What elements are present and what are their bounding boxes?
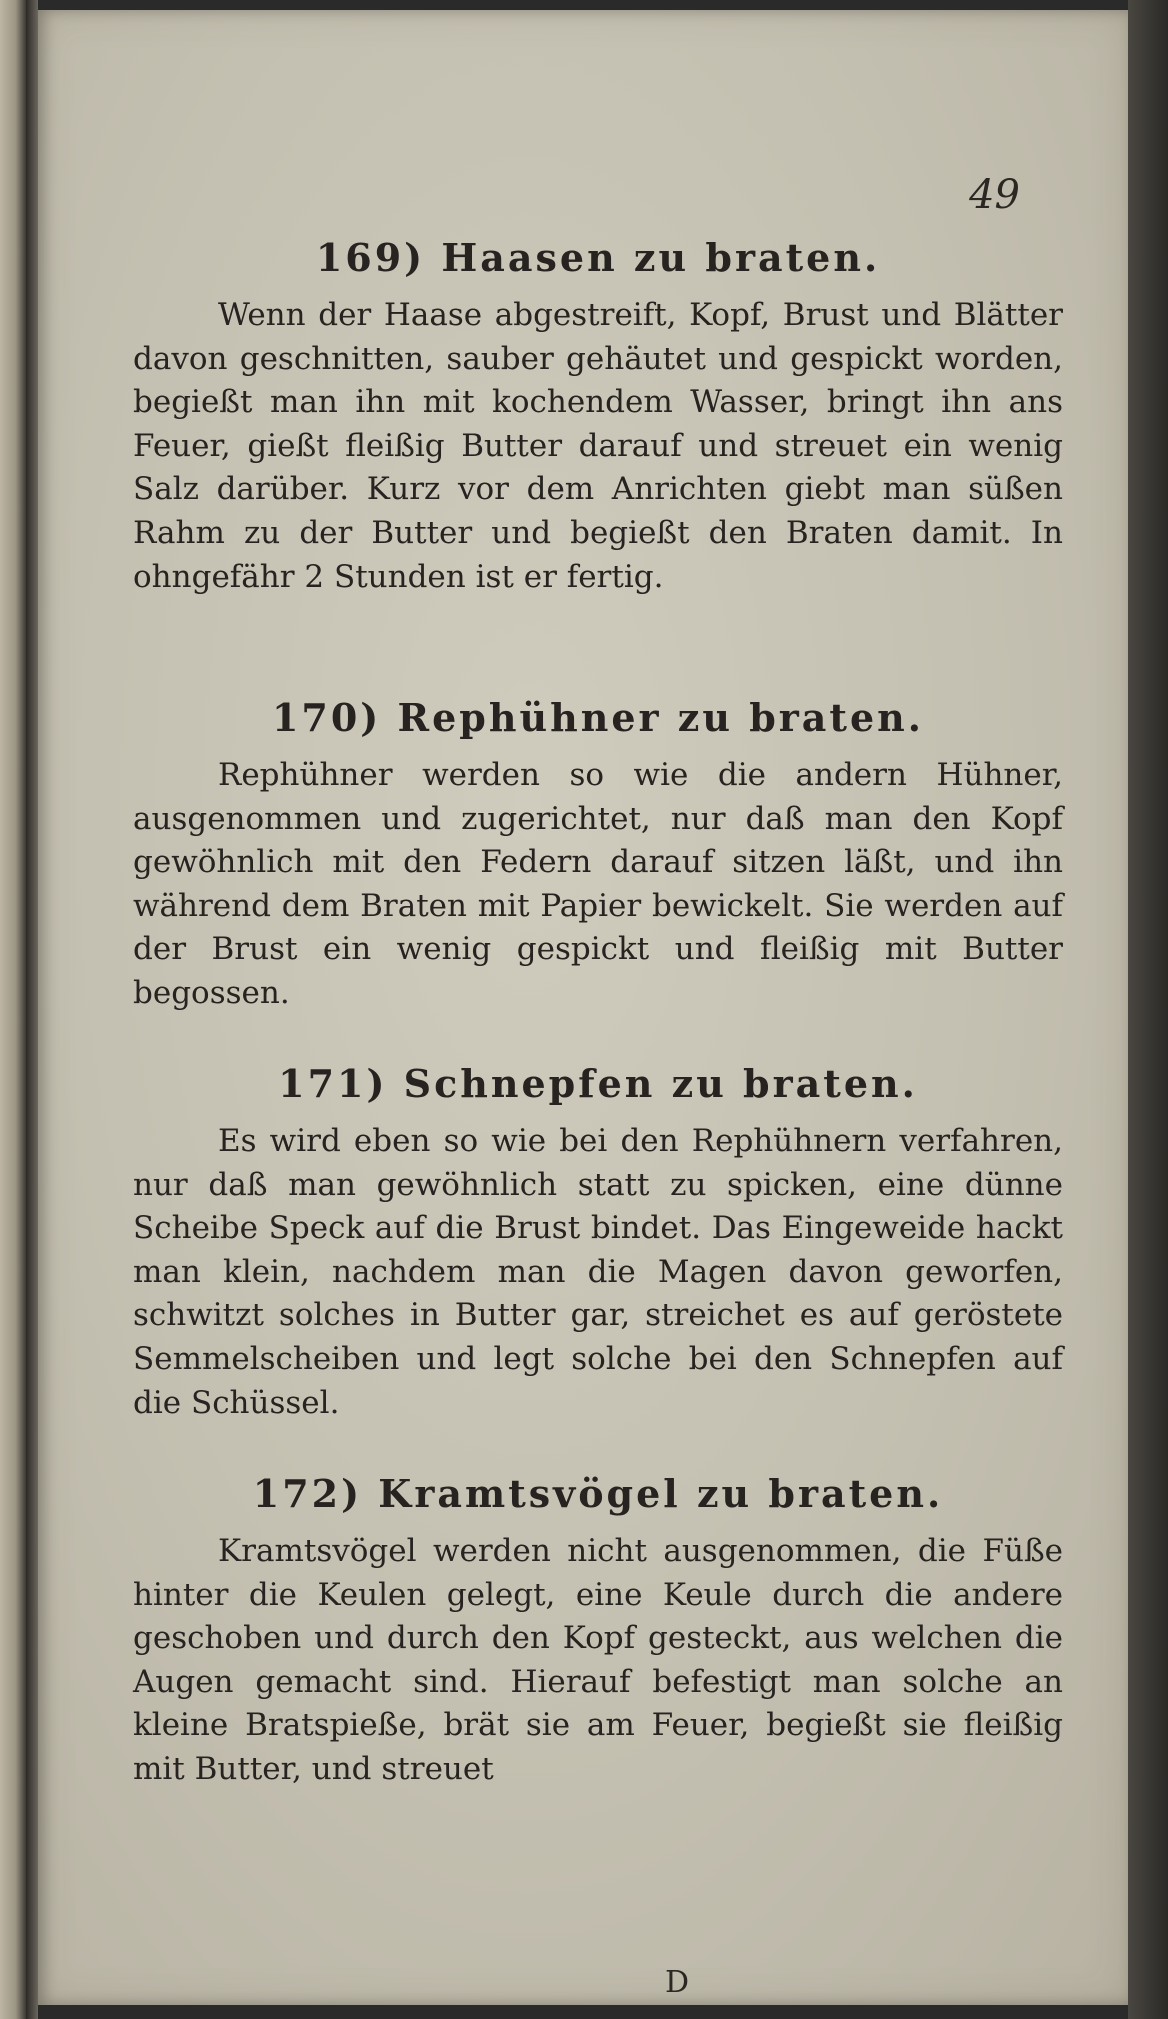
recipe-text: Kramtsvögel werden nicht ausgenommen, die Füße hinter die Keulen gelegt, eine Keule durch die andere geschoben und durch den Kopf gesteckt, aus welchen die Augen gemacht sind. Hierauf befestigt man solche an kleine Bratspieße, brät sie am Feuer, begießt sie fleißig mit Butter, und streuet bbox=[133, 1533, 1063, 1787]
recipe-heading: 171) Schnepfen zu braten. bbox=[278, 1061, 918, 1106]
recipe-heading: 169) Haasen zu braten. bbox=[315, 235, 881, 280]
recipe-text: Rephühner werden so wie die andern Hühner, ausgenommen und zugerichtet, nur daß man den Kopf gewöhnlich mit den Federn darauf sitzen läßt, und ihn während dem Braten mit Papier bewickelt. Sie werden auf der Brust ein wenig gespickt und fleißig mit Butter begossen. bbox=[133, 757, 1063, 1011]
recipe-169 bbox=[133, 232, 1063, 599]
recipe-172 bbox=[133, 1468, 1063, 1792]
page-number: 49 bbox=[969, 172, 1020, 218]
signature-mark: D bbox=[665, 1965, 690, 2000]
recipe-heading: 170) Rephühner zu braten. bbox=[271, 695, 925, 740]
recipe-text: Wenn der Haase abgestreift, Kopf, Brust und Blätter davon geschnitten, sauber gehäutet und gespickt worden, begießt man ihn mit kochendem Wasser, bringt ihn ans Feuer, gießt fleißig Butter darauf und streuet ein wenig Salz darüber. Kurz vor dem Anrichten giebt man süßen Rahm zu der Butter und begießt den Braten damit. In ohngefähr 2 Stunden ist er fertig. bbox=[133, 297, 1063, 595]
recipe-text: Es wird eben so wie bei den Rephühnern verfahren, nur daß man gewöhnlich statt zu spicken, eine dünne Scheibe Speck auf die Brust bindet. Das Eingeweide hackt man klein, nachdem man die Magen davon geworfen, schwitzt solches in Butter gar, streichet es auf geröstete Semmelscheiben und legt solche bei den Schnepfen auf die Schüssel. bbox=[133, 1123, 1063, 1421]
recipe-heading: 172) Kramtsvögel zu braten. bbox=[252, 1471, 944, 1516]
book-cover-edge bbox=[1128, 0, 1168, 2019]
recipe-171 bbox=[133, 1058, 1063, 1425]
facing-page-edge bbox=[0, 0, 26, 2019]
recipe-170 bbox=[133, 692, 1063, 1016]
book-gutter bbox=[26, 0, 38, 2019]
book-page bbox=[38, 10, 1128, 2005]
